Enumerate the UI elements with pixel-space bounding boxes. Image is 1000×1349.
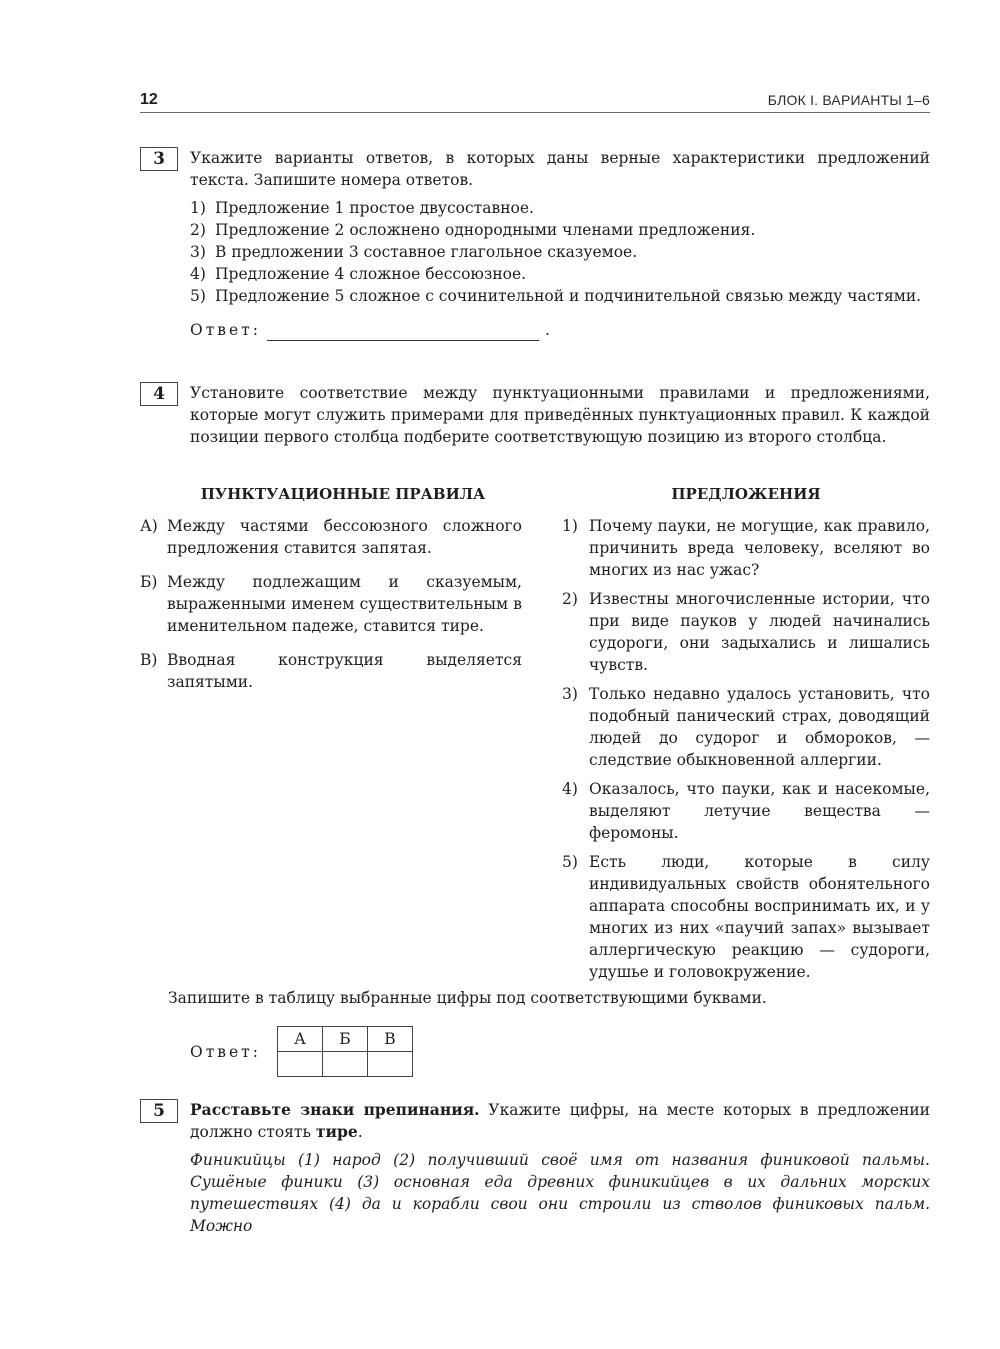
sentences-header: ПРЕДЛОЖЕНИЯ xyxy=(671,485,821,503)
rule-item: А) Между частями бессоюзного сложного предложения ставится запятая. xyxy=(140,517,522,557)
answer-cell-a[interactable] xyxy=(277,1052,322,1077)
answer-field[interactable] xyxy=(267,324,539,341)
task-4 xyxy=(140,382,930,448)
matching-columns xyxy=(140,483,930,990)
table-header-v: В xyxy=(367,1027,412,1052)
table-header-b: Б xyxy=(322,1027,367,1052)
answer-cell-b[interactable] xyxy=(322,1052,367,1077)
answer-label: Ответ: xyxy=(190,1042,261,1061)
rule-item: В) Вводная конструкция выделяется запятыми. xyxy=(140,651,522,691)
sentence-item: 2) Известны многочисленные истории, что при виде пауков у людей начинались судороги, они задыхались и лишались чувств. xyxy=(562,590,930,674)
task-prompt: Установите соответствие между пунктуационными правилами и предложениями, которые могут служить примерами для приведённых пунктуационных правил. К каждой позиции первого столбца подберите соответствующую позицию из второго столбца. xyxy=(190,384,930,446)
option-item: 1) Предложение 1 простое двусоставное. xyxy=(190,199,534,217)
answer-line: Ответ: . xyxy=(190,321,550,339)
table-instruction: Запишите в таблицу выбранные цифры под соответствующими буквами. xyxy=(168,989,767,1007)
sentence-item: 3) Только недавно удалось установить, что подобный панический страх, доводящий людей до судорог и обмороков, — следствие обыкновенной аллергии. xyxy=(562,685,930,769)
sentence-item: 1) Почему пауки, не могущие, как правило, причинить вреда человеку, вселяют во многих из нас ужас? xyxy=(562,517,930,579)
rules-header: ПУНКТУАЦИОННЫЕ ПРАВИЛА xyxy=(200,485,486,503)
option-item: 5) Предложение 5 сложное с сочинительной и подчинительной связью между частями. xyxy=(190,287,922,305)
answer-table xyxy=(277,1026,413,1077)
task-prompt: Расставьте знаки препинания. Укажите цифры, на месте которых в предложении должно стоять тире. xyxy=(190,1100,931,1141)
table-header-a: А xyxy=(277,1027,322,1052)
task-5 xyxy=(140,1099,930,1237)
answer-cell-v[interactable] xyxy=(367,1052,412,1077)
page-number: 12 xyxy=(140,91,158,108)
options-list xyxy=(190,197,930,307)
running-header xyxy=(140,88,930,113)
answer-table-block xyxy=(190,1026,413,1077)
task-3 xyxy=(140,147,930,341)
task-number: 5 xyxy=(140,1099,178,1123)
sentences-column xyxy=(562,483,930,990)
option-item: 4) Предложение 4 сложное бессоюзное. xyxy=(190,265,527,283)
task-text: Финикийцы (1) народ (2) получивший своё имя от названия финиковой пальмы. Сушёные финики (3) основная еда древних финикийцев в их дальних морских путешествиях (4) да и корабли свои они строили из стволов финиковых пальм. Можно xyxy=(190,1151,930,1235)
option-item: 2) Предложение 2 осложнено однородными членами предложения. xyxy=(190,221,756,239)
answer-label: Ответ: xyxy=(190,321,261,339)
sentence-item: 5) Есть люди, которые в силу индивидуальных свойств обонятельного аппарата способны воспринимать их, и у многих из них «паучий запах» вызывает аллергическую реакцию — судороги, удушье и головокружение. xyxy=(562,853,930,981)
option-item: 3) В предложении 3 составное глагольное сказуемое. xyxy=(190,243,638,261)
block-title: БЛОК I. ВАРИАНТЫ 1–6 xyxy=(767,92,930,108)
sentence-item: 4) Оказалось, что пауки, как и насекомые, выделяют летучие вещества — феромоны. xyxy=(562,780,930,842)
rules-column xyxy=(140,483,522,990)
task-number: 3 xyxy=(140,147,178,171)
rule-item: Б) Между подлежащим и сказуемым, выраженными именем существительным в именительном падеже, ставится тире. xyxy=(140,573,522,635)
task-prompt: Укажите варианты ответов, в которых даны верные характеристики предложений текста. Запишите номера ответов. xyxy=(190,149,930,189)
task-number: 4 xyxy=(140,382,178,406)
